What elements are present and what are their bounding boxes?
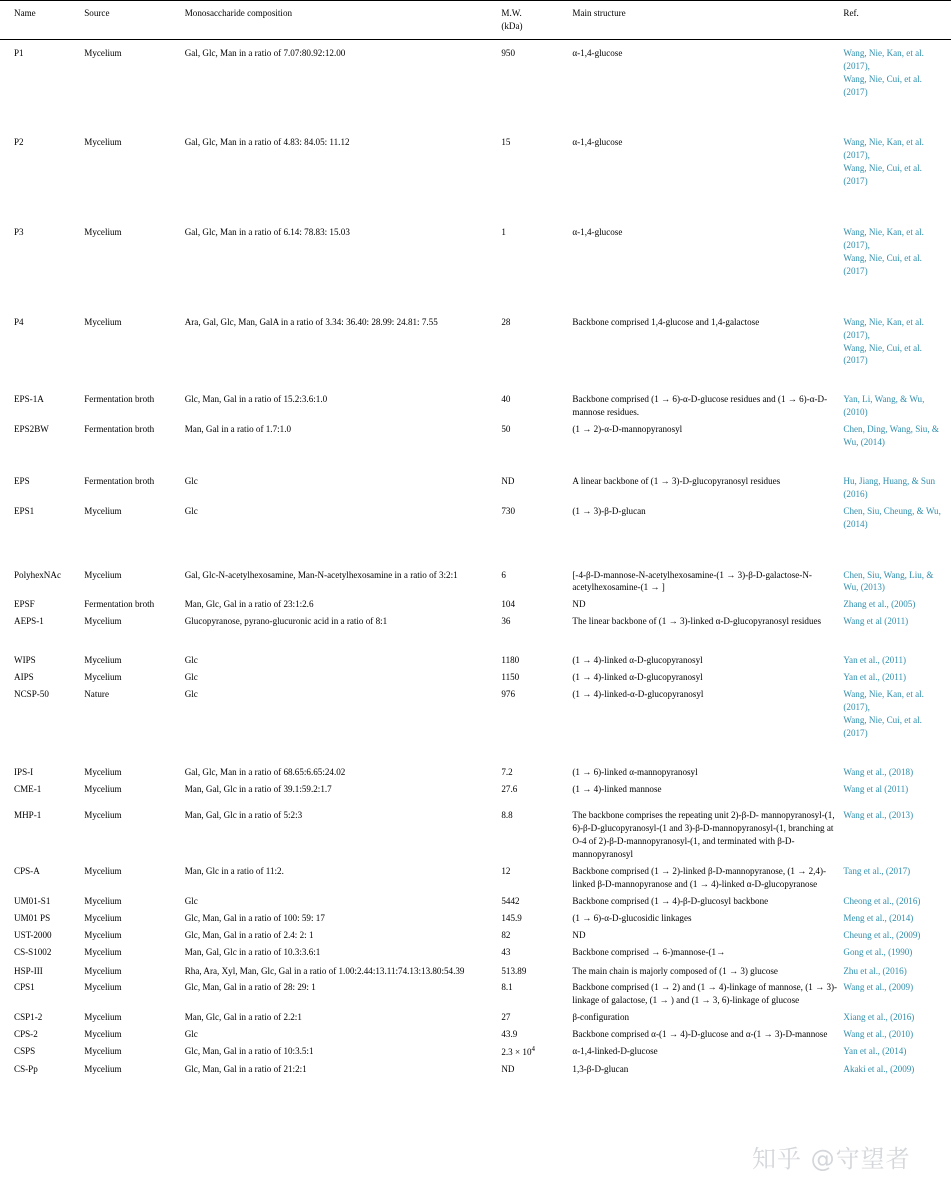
table-row (0, 863, 951, 893)
row-main-structure: A linear backbone of (1 → 3)-D-glucopyranosyl residues (572, 475, 781, 486)
row-name: P2 (14, 137, 24, 148)
reference-link[interactable]: Akaki et al., (2009) (843, 1063, 915, 1074)
row-source: Mycelium (84, 672, 122, 683)
mw-value: 8.8 (501, 810, 513, 821)
table-row (0, 596, 951, 613)
row-source: Mycelium (84, 137, 122, 148)
row-molecular-weight (501, 963, 572, 980)
table-row (0, 910, 951, 927)
reference-link[interactable]: Chen, Ding, Wang, Siu, & Wu, (2014) (843, 424, 939, 448)
reference-link[interactable]: Wang, Nie, Kan, et al. (2017), (843, 47, 924, 71)
row-source: Nature (84, 689, 109, 699)
row-molecular-weight (501, 1026, 572, 1043)
row-ref (843, 807, 951, 863)
row-name: CPS1 (14, 982, 35, 993)
reference-link[interactable]: Chen, Siu, Cheung, & Wu, (2014) (843, 505, 941, 529)
row-molecular-weight (501, 652, 572, 669)
reference-link[interactable]: Wang, Nie, Cui, et al. (2017) (843, 163, 922, 187)
row-molecular-weight (501, 764, 572, 781)
row-source: Mycelium (84, 1046, 122, 1057)
table-row (0, 944, 951, 963)
row-source: Mycelium (84, 895, 122, 906)
row-name: IPS-I (14, 766, 34, 777)
table-row (0, 1009, 951, 1026)
column-header-monosaccharide-composition: Monosaccharide composition (185, 1, 502, 40)
row-name: P1 (14, 47, 24, 58)
row-monosaccharide-composition: Man, Glc, Gal in a ratio of 2.2:1 (184, 1012, 302, 1023)
reference-link[interactable]: Wang et al (2011) (843, 783, 909, 794)
row-monosaccharide-composition: Glc (184, 895, 198, 906)
row-monosaccharide-composition: Glc (184, 655, 198, 666)
row-source: Fermentation broth (84, 394, 155, 405)
row-name: AIPS (14, 672, 34, 683)
table-row (0, 314, 951, 392)
reference-link[interactable]: Wang, Nie, Kan, et al. (2017), (843, 689, 924, 712)
row-source: Mycelium (84, 929, 122, 940)
row-monosaccharide-composition: Man, Gal in a ratio of 1.7:1.0 (184, 424, 292, 435)
row-monosaccharide-composition: Ara, Gal, Glc, Man, GalA in a ratio of 3.34: 36.40: 28.99: 24.81: 7.55 (184, 316, 438, 327)
row-name: PolyhexNAc (14, 569, 61, 580)
mw-value: 8.1 (501, 982, 513, 993)
row-main-structure: (1 → 4)-linked-α-D-glucopyranosyl (572, 689, 704, 699)
row-ref (843, 910, 951, 927)
row-ref (843, 944, 951, 963)
mw-value: 104 (501, 599, 515, 610)
reference-link[interactable]: Wang, Nie, Cui, et al. (2017) (843, 252, 922, 276)
row-molecular-weight (501, 567, 572, 597)
row-monosaccharide-composition: Gal, Glc, Man in a ratio of 68.65:6.65:24.02 (184, 766, 346, 777)
row-source: Fermentation broth (84, 424, 155, 435)
row-name: CSP1-2 (14, 1012, 43, 1023)
row-name: CS-Pp (14, 1063, 38, 1074)
row-main-structure: Backbone comprised (1 → 6)-α-D-glucose residues and (1 → 6)-α-D-mannose residues. (572, 394, 828, 418)
row-name: EPS1 (14, 505, 35, 516)
row-name: CS-S1002 (14, 946, 52, 957)
mw-value: 7.2 (501, 766, 513, 777)
row-ref (843, 963, 951, 980)
mw-value: 976 (501, 689, 515, 699)
row-source: Mycelium (84, 1029, 122, 1040)
row-monosaccharide-composition: Glc, Man, Gal in a ratio of 10:3.5:1 (184, 1046, 314, 1057)
row-name: MHP-1 (14, 810, 42, 821)
table-row (0, 781, 951, 808)
row-ref (843, 1026, 951, 1043)
row-molecular-weight (501, 1061, 572, 1078)
row-source: Fermentation broth (84, 475, 155, 486)
mw-exponent: 4 (531, 1045, 535, 1054)
row-monosaccharide-composition: Glc (184, 475, 198, 486)
row-name: EPS (14, 475, 30, 486)
column-header-name: Name (0, 1, 84, 40)
row-main-structure: Backbone comprised → 6-)mannose-(1→ (572, 946, 726, 957)
mw-value: 27 (501, 1012, 511, 1023)
row-main-structure: α-1,4-linked-D-glucose (572, 1046, 658, 1057)
reference-link[interactable]: Xiang et al., (2016) (843, 1012, 915, 1023)
mw-value: ND (501, 1063, 515, 1074)
row-source: Mycelium (84, 965, 122, 976)
row-molecular-weight (501, 781, 572, 808)
row-ref (843, 1009, 951, 1026)
row-ref (843, 224, 951, 314)
mw-value: 28 (501, 316, 511, 327)
mw-value: 27.6 (501, 783, 518, 794)
reference-link[interactable]: Yan et al., (2011) (843, 655, 907, 666)
table-body (0, 39, 951, 1078)
table-row (0, 1026, 951, 1043)
reference-link[interactable]: Wang et al., (2018) (843, 766, 914, 777)
table-row (0, 686, 951, 764)
reference-link[interactable]: Tang et al., (2017) (843, 866, 911, 877)
row-name: UM01 PS (14, 912, 51, 923)
table-row (0, 613, 951, 652)
row-monosaccharide-composition: Man, Gal, Glc in a ratio of 39.1:59.2:1.7 (184, 783, 332, 794)
row-ref (843, 503, 951, 567)
row-molecular-weight (501, 944, 572, 963)
table-row (0, 224, 951, 314)
mw-value: 730 (501, 505, 515, 516)
row-name: CPS-A (14, 866, 40, 877)
row-main-structure: [-4-β-D-mannose-N-acetylhexosamine-(1 → 3)-β-D-galactose-N-acetylhexosamine-(1 → ] (572, 569, 812, 593)
reference-link[interactable]: Wang, Nie, Kan, et al. (2017), (843, 137, 924, 161)
row-monosaccharide-composition: Man, Glc, Gal in a ratio of 23:1:2.6 (184, 599, 314, 610)
row-source: Mycelium (84, 616, 122, 627)
row-main-structure: 1,3-β-D-glucan (572, 1063, 629, 1074)
mw-value: 82 (501, 929, 511, 940)
reference-link[interactable]: Gong et al., (1990) (843, 946, 913, 957)
row-monosaccharide-composition: Glc (184, 672, 198, 683)
row-name: P3 (14, 227, 24, 238)
reference-link[interactable]: Wang et al., (2013) (843, 810, 914, 821)
reference-link[interactable]: Cheung et al., (2009) (843, 929, 921, 940)
row-monosaccharide-composition: Glc (184, 689, 198, 699)
row-main-structure: α-1,4-glucose (572, 47, 623, 58)
row-molecular-weight (501, 503, 572, 567)
row-monosaccharide-composition: Glc, Man, Gal in a ratio of 21:2:1 (184, 1063, 307, 1074)
row-ref (843, 686, 951, 764)
table-row (0, 652, 951, 669)
column-header-mw-line2: (kDa) (501, 20, 523, 31)
row-molecular-weight (501, 596, 572, 613)
column-header-ref: Ref. (843, 1, 951, 40)
reference-link[interactable]: Wang, Nie, Kan, et al. (2017), (843, 316, 924, 340)
mw-value: 2.3 × 10 (501, 1047, 532, 1058)
row-monosaccharide-composition: Glc, Man, Gal in a ratio of 2.4: 2: 1 (184, 929, 314, 940)
mw-value: 145.9 (501, 912, 522, 923)
row-source: Fermentation broth (84, 599, 155, 610)
row-source: Mycelium (84, 655, 122, 666)
row-ref (843, 781, 951, 808)
table-row (0, 963, 951, 980)
table-row (0, 39, 951, 134)
mw-value: 43 (501, 946, 511, 957)
row-source: Mycelium (84, 946, 122, 957)
reference-link[interactable]: Chen, Siu, Wang, Liu, & Wu, (2013) (843, 569, 934, 593)
mw-value: 12 (501, 866, 511, 877)
row-main-structure: Backbone comprised (1 → 2)-linked β-D-mannopyranose, (1 → 2,4)-linked β-D-mannopyranose and (1 → 4)-linked α-D-glucopyranose (572, 866, 827, 889)
row-main-structure: (1 → 3)-β-D-glucan (572, 505, 646, 516)
row-ref (843, 134, 951, 224)
row-main-structure: α-1,4-glucose (572, 227, 623, 238)
row-name: AEPS-1 (14, 616, 44, 627)
row-source: Mycelium (84, 982, 122, 993)
header-row (0, 1, 951, 40)
row-ref (843, 39, 951, 134)
table-row (0, 134, 951, 224)
row-molecular-weight (501, 613, 572, 652)
reference-link[interactable]: Wang, Nie, Kan, et al. (2017), (843, 227, 924, 250)
row-main-structure: The linear backbone of (1 → 3)-linked α-D-glucopyranosyl residues (572, 616, 822, 627)
row-main-structure: (1 → 6)-linked α-mannopyranosyl (572, 766, 698, 777)
row-monosaccharide-composition: Glc (184, 1029, 198, 1040)
row-source: Mycelium (84, 810, 122, 821)
mw-value: ND (501, 475, 515, 486)
row-name: EPS-1A (14, 394, 44, 405)
row-ref (843, 596, 951, 613)
reference-link[interactable]: Meng et al., (2014) (843, 912, 914, 923)
table-row (0, 421, 951, 473)
reference-link[interactable]: Yan, Li, Wang, & Wu, (2010) (843, 394, 925, 418)
row-ref (843, 473, 951, 503)
row-monosaccharide-composition: Gal, Glc, Man in a ratio of 4.83: 84.05: 11.12 (184, 137, 350, 148)
row-main-structure: ND (572, 929, 586, 940)
row-main-structure: (1 → 2)-α-D-mannopyranosyl (572, 424, 683, 435)
mw-value: 40 (501, 394, 511, 405)
table-row (0, 669, 951, 686)
row-molecular-weight (501, 473, 572, 503)
row-monosaccharide-composition: Gal, Glc, Man in a ratio of 6.14: 78.83: 15.03 (184, 227, 350, 238)
row-source: Mycelium (84, 316, 122, 327)
row-name: NCSP-50 (14, 689, 49, 699)
row-ref (843, 669, 951, 686)
row-monosaccharide-composition: Gal, Glc, Man in a ratio of 7.07:80.92:12.00 (184, 47, 346, 58)
table-header (0, 1, 951, 40)
row-molecular-weight (501, 893, 572, 910)
row-molecular-weight (501, 421, 572, 473)
row-main-structure: (1 → 4)-linked mannose (572, 783, 662, 794)
row-ref (843, 314, 951, 392)
row-name: CSPS (14, 1046, 36, 1057)
row-monosaccharide-composition: Gal, Glc-N-acetylhexosamine, Man-N-acetylhexosamine in a ratio of 3:2:1 (184, 569, 458, 580)
row-ref (843, 764, 951, 781)
row-main-structure: (1 → 4)-linked α-D-glucopyranosyl (572, 655, 703, 666)
reference-link[interactable]: Wang et al., (2010) (843, 1029, 914, 1040)
row-molecular-weight (501, 1043, 572, 1061)
table-row (0, 391, 951, 421)
reference-link[interactable]: Wang, Nie, Cui, et al. (2017) (843, 73, 922, 97)
column-header-main-structure: Main structure (572, 1, 843, 40)
table-row (0, 1061, 951, 1078)
row-main-structure: Backbone comprised (1 → 2) and (1 → 4)-linkage of mannose, (1 → 3)-linkage of galactose, (1 → ) and (1 → 3, 6)-linkage of glucose (572, 982, 838, 1006)
row-source: Mycelium (84, 569, 122, 580)
row-monosaccharide-composition: Man, Gal, Glc in a ratio of 5:2:3 (184, 810, 303, 821)
mw-value: 1180 (501, 655, 520, 666)
mw-value: 513.89 (501, 965, 527, 976)
row-monosaccharide-composition: Rha, Ara, Xyl, Man, Glc, Gal in a ratio of 1.00:2.44:13.11:74.13:13.80:54.39 (184, 965, 465, 976)
row-molecular-weight (501, 39, 572, 134)
reference-link[interactable]: Hu, Jiang, Huang, & Sun (2016) (843, 475, 936, 499)
row-ref (843, 893, 951, 910)
row-ref (843, 567, 951, 597)
row-main-structure: (1 → 4)-linked α-D-glucopyranosyl (572, 672, 703, 683)
reference-link[interactable]: Wang et al (2011) (843, 616, 909, 627)
row-main-structure: α-1,4-glucose (572, 137, 623, 148)
mw-value: 36 (501, 616, 511, 627)
column-header-mw-line1: M.W. (501, 8, 522, 18)
reference-link[interactable]: Wang, Nie, Cui, et al. (2017) (843, 714, 922, 738)
mw-value: 1150 (501, 672, 520, 683)
row-source: Mycelium (84, 1063, 122, 1074)
row-monosaccharide-composition: Man, Gal, Glc in a ratio of 10.3:3.6:1 (184, 946, 321, 957)
zhihu-watermark: 知乎 @守望者 (752, 1145, 911, 1173)
mw-value: 15 (501, 137, 511, 148)
row-source: Mycelium (84, 783, 122, 794)
reference-link[interactable]: Zhang et al., (2005) (843, 599, 916, 610)
row-name: CME-1 (14, 783, 42, 794)
row-monosaccharide-composition: Glc, Man, Gal in a ratio of 28: 29: 1 (184, 982, 316, 993)
row-ref (843, 979, 951, 1009)
row-monosaccharide-composition: Man, Glc in a ratio of 11:2. (184, 866, 284, 877)
row-ref (843, 927, 951, 944)
table-row (0, 893, 951, 910)
mw-value: 1 (501, 227, 506, 238)
row-name: WIPS (14, 655, 36, 666)
table-row (0, 1043, 951, 1061)
row-name: HSP-III (14, 965, 43, 976)
table-row (0, 927, 951, 944)
table-row (0, 503, 951, 567)
row-molecular-weight (501, 134, 572, 224)
row-name: CPS-2 (14, 1029, 38, 1040)
mw-value: 5442 (501, 895, 520, 906)
row-name: UST-2000 (14, 929, 52, 940)
row-molecular-weight (501, 391, 572, 421)
reference-link[interactable]: Wang et al., (2009) (843, 982, 914, 993)
row-molecular-weight (501, 910, 572, 927)
row-ref (843, 421, 951, 473)
row-source: Mycelium (84, 866, 122, 877)
reference-link[interactable]: Wang, Nie, Cui, et al. (2017) (843, 342, 922, 366)
row-source: Mycelium (84, 47, 122, 58)
row-molecular-weight (501, 1009, 572, 1026)
row-source: Mycelium (84, 1012, 122, 1023)
row-molecular-weight (501, 927, 572, 944)
row-main-structure: The main chain is majorly composed of (1 → 3) glucose (572, 965, 778, 976)
row-monosaccharide-composition: Glc, Man, Gal in a ratio of 100: 59: 17 (184, 912, 325, 923)
row-molecular-weight (501, 807, 572, 863)
row-source: Mycelium (84, 505, 122, 516)
mw-value: 50 (501, 424, 511, 435)
row-ref (843, 863, 951, 893)
row-name: UM01-S1 (14, 895, 51, 906)
row-main-structure: β-configuration (572, 1012, 630, 1023)
row-molecular-weight (501, 224, 572, 314)
row-molecular-weight (501, 979, 572, 1009)
row-ref (843, 652, 951, 669)
row-ref (843, 1043, 951, 1061)
reference-link[interactable]: Yan et al., (2014) (843, 1046, 907, 1057)
row-source: Mycelium (84, 912, 122, 923)
row-main-structure: The backbone comprises the repeating unit 2)-β-D- mannopyranosyl-(1, 6)-β-D-glucopyranosyl-(1 and 3)-β-D-mannopyranosyl-(1, branching at O-4 of 2)-β-D-mannopyranosyl-(1, and terminated with β-D-mannopyranosyl (572, 810, 835, 860)
mw-value: 43.9 (501, 1029, 518, 1040)
row-name: P4 (14, 316, 24, 327)
reference-link[interactable]: Yan et al., (2011) (843, 672, 907, 683)
column-header-source: Source (84, 1, 184, 40)
row-main-structure: Backbone comprised 1,4-glucose and 1,4-galactose (572, 316, 760, 327)
row-ref (843, 391, 951, 421)
mw-value: 950 (501, 47, 515, 58)
table-row (0, 764, 951, 781)
reference-link[interactable]: Zhu et al., (2016) (843, 965, 907, 976)
reference-link[interactable]: Cheong et al., (2016) (843, 895, 921, 906)
mw-value: 6 (501, 569, 506, 580)
row-source: Mycelium (84, 227, 122, 238)
row-monosaccharide-composition: Glc (184, 505, 198, 516)
row-molecular-weight (501, 863, 572, 893)
column-header-molecular-weight (501, 1, 572, 40)
row-name: EPSF (14, 599, 35, 610)
row-source: Mycelium (84, 766, 122, 777)
table-row (0, 807, 951, 863)
table-row (0, 979, 951, 1009)
row-molecular-weight (501, 669, 572, 686)
row-monosaccharide-composition: Glucopyranose, pyrano-glucuronic acid in a ratio of 8:1 (184, 616, 388, 627)
row-ref (843, 1061, 951, 1078)
row-ref (843, 613, 951, 652)
row-monosaccharide-composition: Glc, Man, Gal in a ratio of 15.2:3.6:1.0 (184, 394, 328, 405)
row-molecular-weight (501, 314, 572, 392)
row-main-structure: Backbone comprised (1 → 4)-β-D-glucosyl backbone (572, 895, 769, 906)
row-molecular-weight (501, 686, 572, 764)
table-row (0, 473, 951, 503)
row-main-structure: Backbone comprised α-(1 → 4)-D-glucose and α-(1 → 3)-D-mannose (572, 1029, 828, 1040)
table-row (0, 567, 951, 597)
row-main-structure: (1 → 6)-α-D-glucosidic linkages (572, 912, 692, 923)
row-name: EPS2BW (14, 424, 49, 435)
row-main-structure: ND (572, 599, 586, 610)
